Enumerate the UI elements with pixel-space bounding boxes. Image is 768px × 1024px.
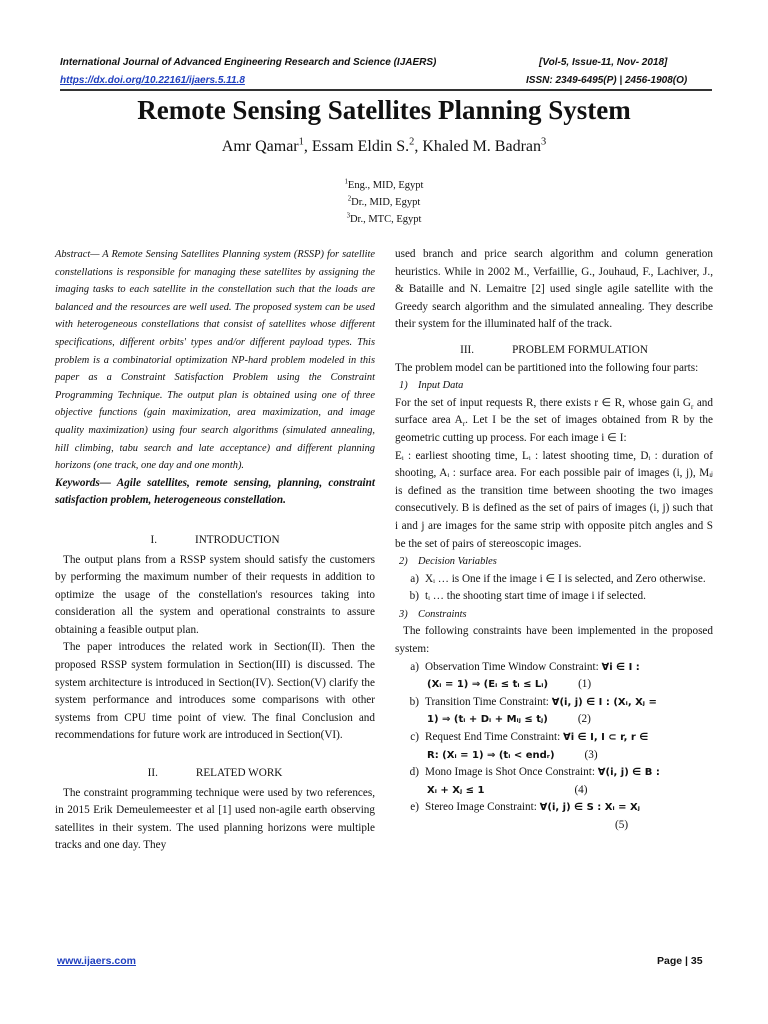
equation-number: (3): [584, 748, 598, 761]
paper-title: Remote Sensing Satellites Planning System: [137, 95, 631, 125]
item-label: a): [410, 660, 419, 673]
section-title: RELATED WORK: [195, 767, 283, 780]
input-text: . Let I be the set of images obtained from R by the geometric cutting up process. For each image i ∈ I:: [395, 414, 713, 444]
header-rule: [60, 89, 712, 91]
constraint-item: [395, 694, 713, 712]
item-label: d): [409, 766, 419, 779]
equation-number: (5): [615, 819, 629, 831]
affiliation-mark: 2: [347, 195, 352, 203]
author-separator: ,: [414, 138, 423, 155]
constraint-item: [395, 729, 713, 747]
item-label: b): [409, 695, 419, 708]
affiliation-text: Dr., MTC, Egypt: [349, 214, 422, 225]
item-text: Xᵢ … is One if the image i ∈ I is selected, and Zero otherwise.: [425, 572, 706, 585]
author-mark: 2: [409, 136, 415, 148]
constraint-item: [395, 764, 713, 782]
equation-line: [427, 747, 713, 765]
constraint-item: [395, 659, 713, 677]
equation: ∀i ∈ I, I ⊂ r, r ∈: [563, 732, 649, 744]
section-number: I.: [150, 533, 157, 546]
constraint-name: Mono Image is Shot Once Constraint:: [425, 766, 595, 779]
author-name: Amr Qamar: [221, 138, 299, 155]
author-mark: 1: [298, 136, 304, 148]
equation: 1) ⇒ (tᵢ + Dᵢ + Mᵢⱼ ≤ tⱼ): [427, 714, 548, 726]
author-list: [0, 138, 768, 156]
subscript: r: [691, 402, 694, 411]
author-name: Khaled M. Badran: [422, 138, 542, 155]
volume-info: [Vol-5, Issue-11, Nov- 2018]: [539, 57, 668, 68]
equation: R: (Xᵢ = 1) ⇒ (tᵢ < endᵣ): [427, 749, 555, 761]
related-paragraph: The constraint programming technique were used by two references, in 2015 Erik Demeulemeester et al [1] used non-agile earth observing satellites in their system. The used planning horizons were multiple tracks and one day. They: [55, 786, 375, 852]
journal-website-link[interactable]: www.ijaers.com: [57, 955, 136, 967]
affiliation: [0, 214, 768, 225]
affiliation: [0, 180, 768, 191]
affiliation-mark: 1: [344, 178, 348, 186]
input-data-definitions: Eᵢ : earliest shooting time, Lᵢ : latest shooting time, Dᵢ : duration of shooting, Aᵢ : surface area. For each possible pair of images (i, j), Mᵢⱼ is defined as the transition time between shooting the two images consecutively. B is defined as the set of pairs of images (i, j) such that i and j are images for the same strip with opposite pitch angles and S be the set of pairs of stereoscopic images.: [395, 449, 713, 550]
author-separator: ,: [303, 138, 312, 155]
abstract: Abstract— A Remote Sensing Satellites Planning system (RSSP) for satellite constellations is responsible for managing these satellites by assigning the imaging tasks to each satellite in the constellation such that the loads are balanced and the resources are well used. The proposed system can be used with heterogeneous constellations that consist of satellites whose different specifications, different orbits' types and/or different payload types. This problem is a combinatorial optimization NP-hard problem modeled in this paper as a Constraint Satisfaction Problem using the Constraint Programming Technique. The output plan is obtained using one of three objective functions (gain maximization, area maximization, and image quality maximization) using four search algorithms (simulated annealing, hill climbing, tabu search and late acceptance) and different planning horizons (one track, one day and one month).: [55, 249, 375, 472]
equation-number: (2): [577, 713, 591, 726]
constraint-name: Stereo Image Constraint:: [425, 801, 537, 814]
affiliation-mark: 3: [346, 212, 350, 220]
intro-paragraph: The paper introduces the related work in Section(II). Then the proposed RSSP system formulation in Section(III) is discussed. The system architecture is introduced in Section(IV). Section(V) clarify the system performance and introduces some comparisons with other systems from CPU time point of view. The final Conclusion and recommendations for future work are introduced in Section(VI).: [55, 641, 375, 742]
left-column: [55, 246, 375, 855]
equation-number: (1): [578, 678, 592, 691]
equation-line: [427, 782, 713, 800]
page-number: Page | 35: [657, 955, 703, 967]
subsection-constraints: 3) Constraints: [399, 608, 467, 620]
doi-link[interactable]: https://dx.doi.org/10.22161/ijaers.5.11.8: [60, 75, 245, 86]
item-label: a): [410, 572, 419, 585]
continued-paragraph: used branch and price search algorithm and column generation heuristics. While in 2002 M., Verfaillie, G., Jouhaud, F., Lachiver, J., & Bataille and N. Lemaitre [2] used single agile satellite with the Greedy search algorithm and the simulated annealing. They describe their system for the illuminated half of the track.: [395, 248, 713, 331]
input-data-paragraph: [395, 395, 713, 448]
constraint-name: Transition Time Constraint:: [425, 695, 549, 708]
equation-line: [427, 676, 713, 694]
section-title: PROBLEM FORMULATION: [512, 343, 648, 356]
equation: (Xᵢ = 1) ⇒ (Eᵢ ≤ tᵢ ≤ Lᵢ): [427, 679, 549, 691]
issn: ISSN: 2349-6495(P) | 2456-1908(O): [526, 75, 688, 86]
equation: Xᵢ + Xⱼ ≤ 1: [427, 784, 485, 796]
section-number: III.: [460, 343, 475, 356]
equation: ∀(i, j) ∈ B :: [597, 767, 660, 779]
constraints-intro: The following constraints have been implemented in the proposed system:: [395, 625, 713, 656]
item-label: c): [410, 731, 419, 744]
decision-variable-item: [395, 588, 713, 606]
section-number: II.: [147, 767, 158, 780]
equation-line: [615, 817, 713, 835]
constraint-item: [395, 799, 713, 817]
equation: ∀(i, j) ∈ S : Xᵢ = Xⱼ: [539, 802, 640, 814]
section-heading-problem-formulation: [395, 342, 713, 360]
problem-intro: The problem model can be partitioned into the following four parts:: [395, 361, 699, 374]
item-label: e): [410, 801, 419, 814]
item-label: b): [409, 590, 419, 603]
subsection-input-data: 1) Input Data: [399, 380, 464, 392]
item-text: tᵢ … the shooting start time of image i if selected.: [425, 590, 646, 603]
affiliation-text: Eng., MID, Egypt: [347, 180, 424, 191]
subsection-decision-variables: 2) Decision Variables: [399, 556, 497, 568]
constraint-name: Observation Time Window Constraint:: [425, 660, 599, 673]
constraint-name: Request End Time Constraint:: [425, 731, 561, 744]
input-text: and surface area A: [395, 396, 713, 427]
affiliation: [0, 197, 768, 208]
equation: ∀(i, j) ∈ I : (Xᵢ, Xⱼ =: [551, 696, 657, 708]
intro-paragraph: The output plans from a RSSP system should satisfy the customers by performing the maximum number of their requests in addition to optimize the usage of the constellation's resources taking into consideration all the system and operational constraints to assure obtaining a feasible output plan.: [55, 553, 375, 636]
decision-variable-item: [395, 571, 713, 589]
journal-name: International Journal of Advanced Engineering Research and Science (IJAERS): [60, 57, 437, 68]
equation-line: [427, 711, 713, 729]
equation: ∀i ∈ I :: [601, 661, 640, 673]
keywords: Keywords— Agile satellites, remote sensing, planning, constraint satisfaction problem, heterogeneous constellation.: [55, 476, 375, 507]
section-heading-related-work: [55, 765, 375, 783]
subscript: r: [462, 420, 466, 429]
section-heading-introduction: [55, 532, 375, 550]
right-column: [395, 246, 713, 835]
author-mark: 3: [541, 136, 547, 148]
author-name: Essam Eldin S.: [311, 138, 410, 155]
equation-number: (4): [574, 783, 588, 796]
section-title: INTRODUCTION: [195, 533, 280, 546]
input-text: For the set of input requests R, there exists r ∈ R, whose gain G: [395, 396, 692, 409]
affiliation-text: Dr., MID, Egypt: [351, 197, 421, 208]
